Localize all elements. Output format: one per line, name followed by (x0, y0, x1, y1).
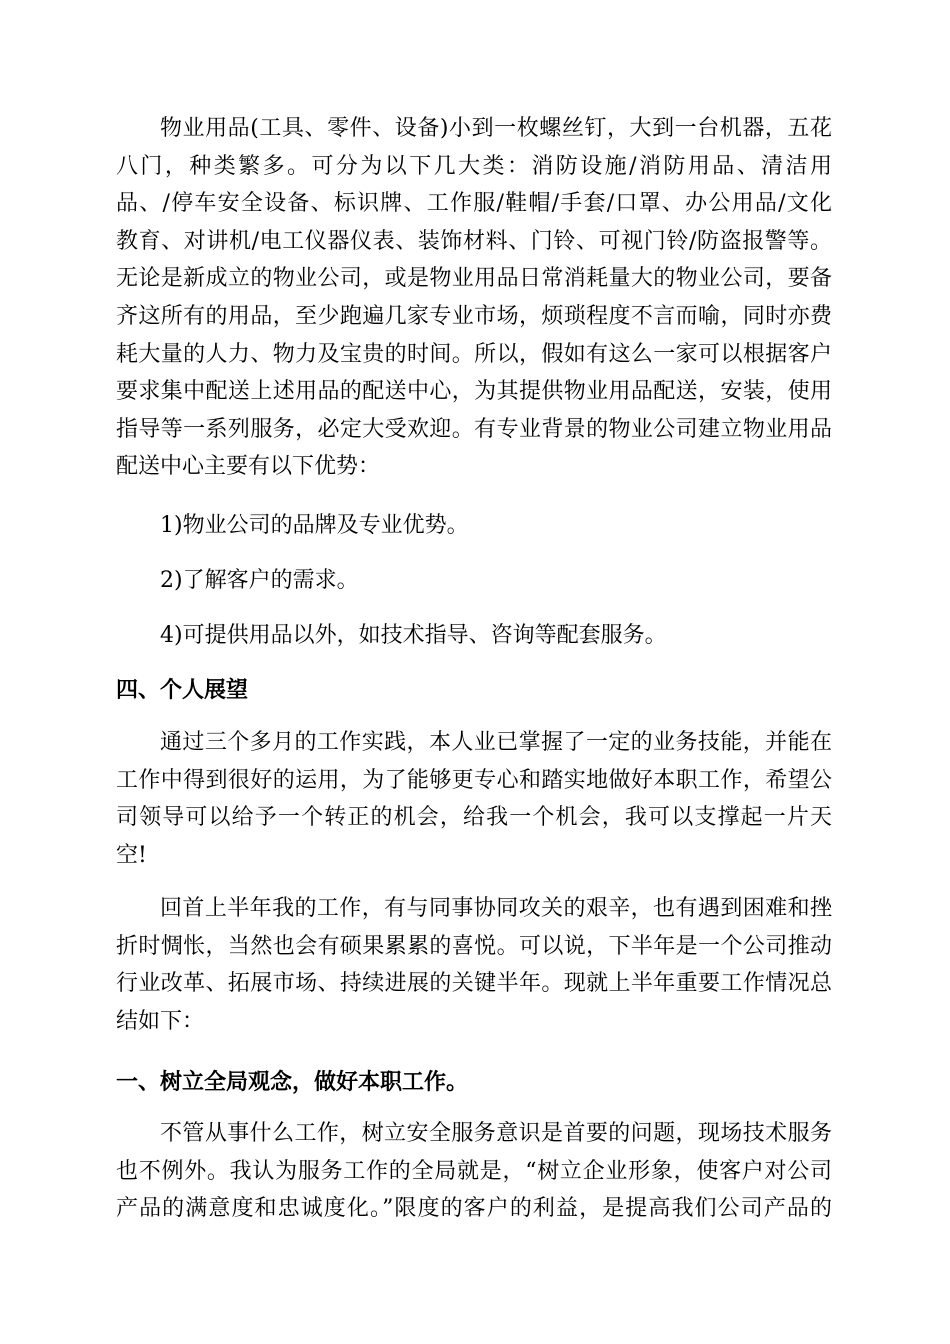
text-line: 空! (116, 842, 147, 868)
text-line: 教育、对讲机/电工仪器仪表、装饰材料、门铃、可视门铃/防盗报警等。 (116, 228, 832, 254)
text-line: 耗大量的人力、物力及宝贵的时间。所以，假如有这么一家可以根据客户 (116, 341, 832, 367)
text-line: 也不例外。我认为服务工作的全局就是，“树立企业形象，使客户对公司 (116, 1158, 832, 1184)
text-line: 八门，种类繁多。可分为以下几大类：消防设施/消防用品、清洁用 (116, 153, 832, 179)
text-line: 回首上半年我的工作，有与同事协同攻关的艰辛，也有遇到困难和挫 (160, 896, 832, 921)
text-line: 物业用品(工具、零件、设备)小到一枚螺丝钉，大到一台机器，五花 (160, 116, 832, 141)
text-line: 齐这所有的用品，至少跑遍几家专业市场，烦琐程度不言而喻，同时亦费 (116, 303, 832, 329)
text-line: 要求集中配送上述用品的配送中心，为其提供物业用品配送，安装，使用 (116, 379, 832, 405)
text-line: 产品的满意度和忠诚度化。”限度的客户的利益，是提高我们公司产品的 (116, 1196, 832, 1222)
text-line: 不管从事什么工作，树立安全服务意识是首要的问题，现场技术服务 (160, 1121, 832, 1146)
text-line: 结如下： (116, 1008, 205, 1034)
text-line: 配送中心主要有以下优势： (116, 454, 381, 480)
text-line: 司领导可以给予一个转正的机会，给我一个机会，我可以支撑起一片天 (116, 805, 832, 831)
text-line: 折时惆怅，当然也会有硕果累累的喜悦。可以说，下半年是一个公司推动 (116, 933, 832, 959)
text-line: 品、/停车安全设备、标识牌、工作服/鞋帽/手套/口罩、办公用品/文化 (116, 191, 832, 217)
text-line: 行业改革、拓展市场、持续进展的关键半年。现就上半年重要工作情况总 (116, 971, 832, 997)
list-item: 1)物业公司的品牌及专业优势。 (160, 513, 469, 538)
list-item: 2)了解客户的需求。 (160, 568, 359, 593)
paragraph-review (116, 890, 832, 1040)
section-heading: 四、个人展望 (116, 678, 249, 703)
text-line: 工作中得到很好的运用，为了能够更专心和踏实地做好本职工作，希望公 (116, 767, 832, 793)
section-heading: 一、树立全局观念，做好本职工作。 (116, 1070, 469, 1095)
paragraph-outlook (116, 724, 832, 874)
paragraph-supplies (116, 110, 832, 486)
paragraph-service (116, 1115, 832, 1228)
text-line: 指导等一系列服务，必定大受欢迎。有专业背景的物业公司建立物业用品 (116, 416, 832, 442)
text-line: 通过三个多月的工作实践，本人业已掌握了一定的业务技能，并能在 (160, 730, 832, 755)
text-line: 无论是新成立的物业公司，或是物业用品日常消耗量大的物业公司，要备 (116, 266, 832, 292)
list-item: 4)可提供用品以外，如技术指导、咨询等配套服务。 (160, 623, 667, 648)
